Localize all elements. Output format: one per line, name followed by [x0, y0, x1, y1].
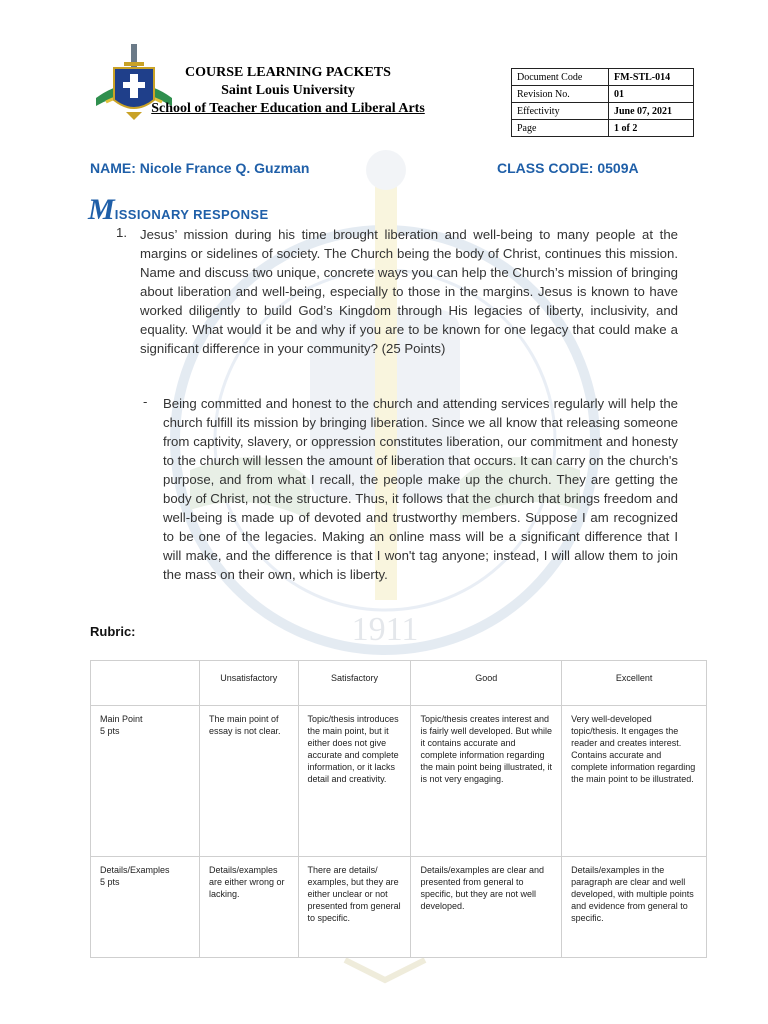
rubric-cell: Topic/thesis introduces the main point, but it either does not give accurate and complete information, or it lacks detail and creativity.: [298, 706, 411, 857]
rubric-header-excellent: Excellent: [562, 661, 707, 706]
rubric-points: 5 pts: [100, 877, 120, 887]
rubric-criterion-cell: [91, 706, 200, 857]
rubric-cell: There are details/ examples, but they are either unclear or not presented from general to specific.: [298, 857, 411, 958]
section-title-rest: ISSIONARY RESPONSE: [114, 207, 269, 222]
title-block: [138, 64, 438, 118]
rubric-cell: The main point of essay is not clear.: [200, 706, 299, 857]
university-name: Saint Louis University: [221, 83, 355, 98]
rubric-label: Rubric:: [90, 624, 136, 639]
question-number: 1.: [116, 225, 127, 240]
rubric-criterion: Main Point: [100, 714, 143, 724]
rubric-header-satisfactory: Satisfactory: [298, 661, 411, 706]
meta-value: 1 of 2: [609, 120, 694, 137]
rubric-cell: Details/examples are either wrong or lacking.: [200, 857, 299, 958]
meta-key: Effectivity: [512, 103, 609, 120]
document-meta-table: [511, 68, 694, 137]
svg-text:1911: 1911: [351, 611, 419, 648]
school-name: School of Teacher Education and Liberal Arts: [151, 101, 425, 116]
answer-bullet: -: [143, 394, 148, 409]
rubric-row: [91, 857, 707, 958]
meta-row: [512, 103, 694, 120]
meta-key: Page: [512, 120, 609, 137]
rubric-header-good: Good: [411, 661, 562, 706]
course-title: COURSE LEARNING PACKETS: [185, 65, 391, 80]
meta-value: 01: [609, 86, 694, 103]
section-heading: [88, 193, 269, 227]
student-name: NAME: Nicole France Q. Guzman: [90, 160, 310, 176]
meta-key: Document Code: [512, 69, 609, 86]
rubric-table: [90, 660, 707, 958]
answer-text: Being committed and honest to the church and attending services regularly will help the church fulfill its mission by bringing liberation. Since we all know that releasing someone from captivity, slavery, or oppression constitutes liberation, our commitment and honesty to the church will lessen the amount of liberation that occurs. It can carry on the church's purpose, and from what I recall, the people make up the church. They are getting the body of Christ, not the structure. Thus, it follows that the church that brings freedom and well-being is made up of devoted and trustworthy members. Suppose I am recognized to be one of the legacies. Making an online mass will be a significant difference that I will make, and the difference is that I won't tag anyone; instead, I will allow them to join the mass on their own, which is liberty.: [163, 396, 678, 582]
meta-row: [512, 86, 694, 103]
meta-row: [512, 120, 694, 137]
rubric-cell: Details/examples are clear and presented from general to specific, but they are not well developed.: [411, 857, 562, 958]
rubric-points: 5 pts: [100, 726, 120, 736]
meta-value: June 07, 2021: [609, 103, 694, 120]
section-initial: M: [88, 193, 115, 226]
rubric-cell: Very well-developed topic/thesis. It engages the reader and creates interest. Contains accurate and complete information regarding the main point to be illustrated.: [562, 706, 707, 857]
meta-key: Revision No.: [512, 86, 609, 103]
rubric-header-blank: [91, 661, 200, 706]
rubric-criterion: Details/Examples: [100, 865, 170, 875]
rubric-row: [91, 706, 707, 857]
question-text: Jesus’ mission during his time brought liberation and well-being to many people at the margins or sidelines of society. The Church being the body of Christ, continues this mission. Name and discuss two unique, concrete ways you can help the Church’s mission of bringing about liberation and well-being, especially to those in the margins. Jesus is known to have worked diligently to build God’s Kingdom through His legacies of liberty, inclusivity, and equality. What would it be and why if you are to be known for one legacy that could make a significant difference in your community? (25 Points): [140, 227, 678, 356]
rubric-header-unsatisfactory: Unsatisfactory: [200, 661, 299, 706]
rubric-header-row: [91, 661, 707, 706]
rubric-criterion-cell: [91, 857, 200, 958]
meta-value: FM-STL-014: [609, 69, 694, 86]
class-code: CLASS CODE: 0509A: [497, 160, 639, 176]
meta-row: [512, 69, 694, 86]
rubric-cell: Details/examples in the paragraph are clear and well developed, with multiple points and evidence from general to specific.: [562, 857, 707, 958]
rubric-cell: Topic/thesis creates interest and is fairly well developed. But while it contains accurate and complete information regarding the main point being illustrated, it is not very engaging.: [411, 706, 562, 857]
